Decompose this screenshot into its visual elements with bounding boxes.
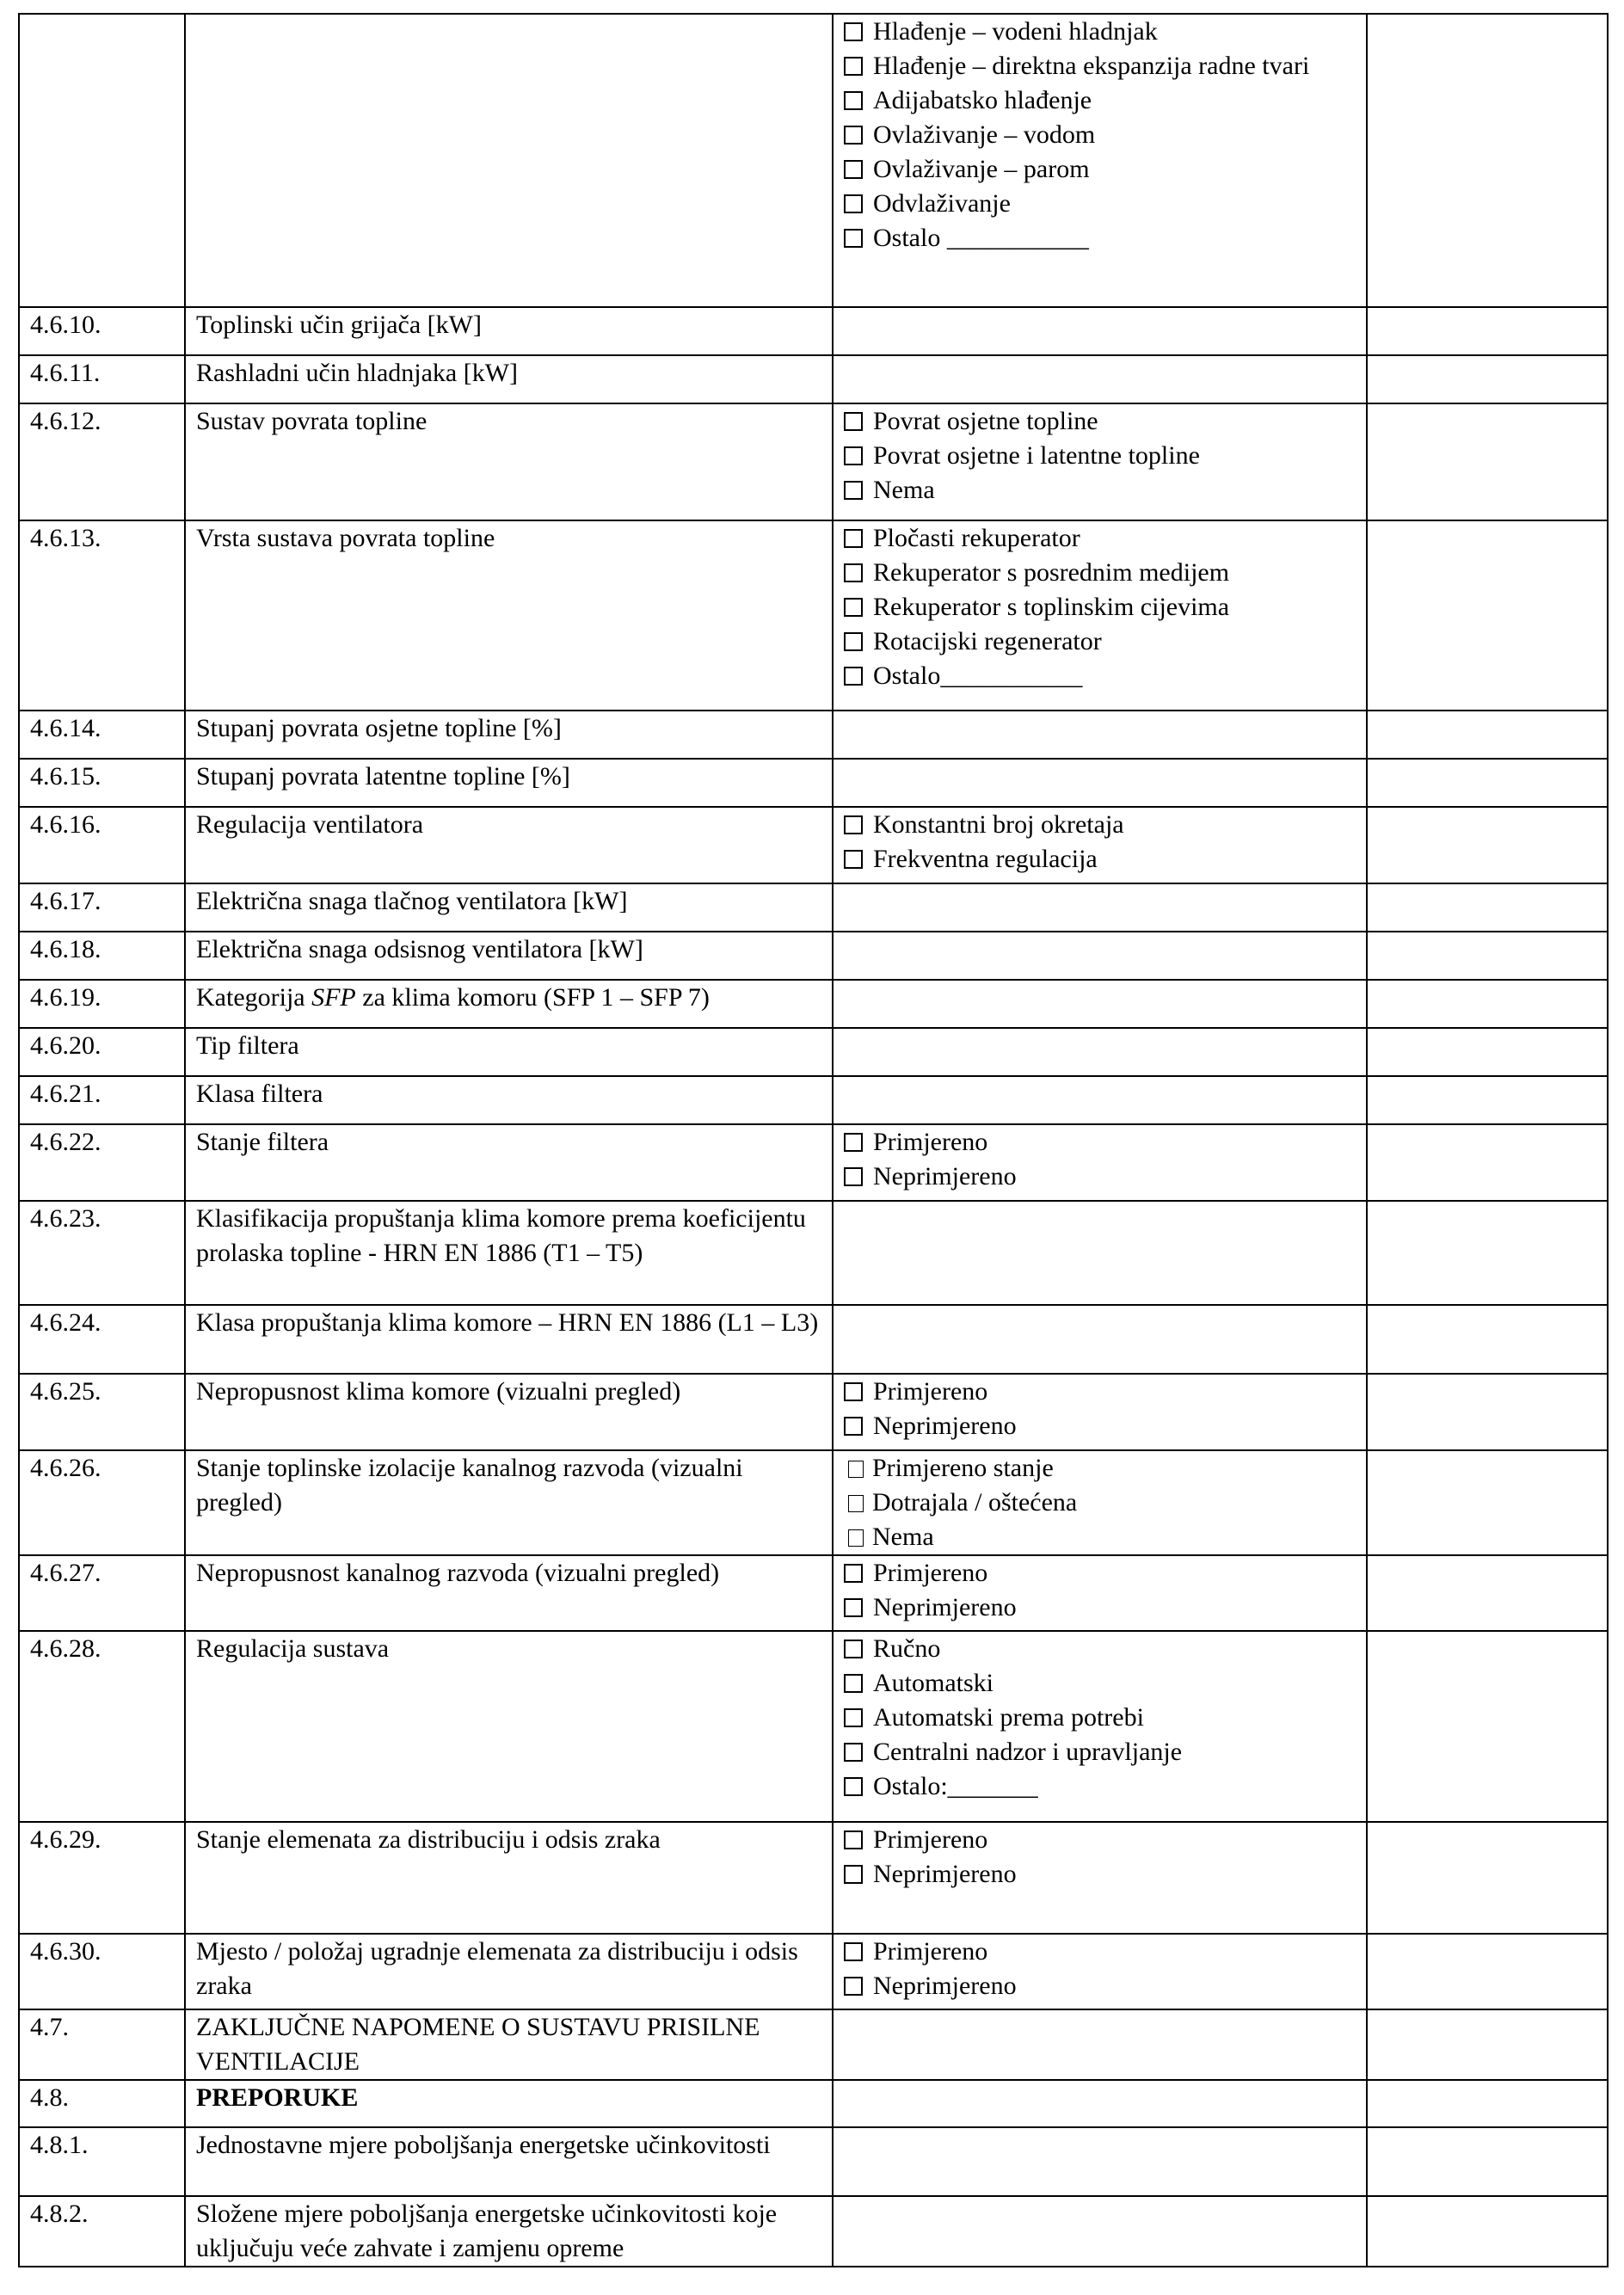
- checkbox-option[interactable]: [844, 1556, 1356, 1591]
- checkbox-label: Odvlaživanje: [873, 189, 1011, 218]
- checkbox-option[interactable]: [844, 187, 1356, 221]
- checkbox-icon[interactable]: [844, 57, 863, 76]
- checkbox-icon[interactable]: [844, 1382, 863, 1401]
- checkbox-label: Ovlaživanje – vodom: [873, 120, 1096, 149]
- checkbox-label: Primjereno: [873, 1559, 988, 1587]
- row-value-cell[interactable]: [833, 2080, 1367, 2127]
- row-label-cell: Jednostavne mjere poboljšanja energetske učinkovitosti: [185, 2127, 833, 2196]
- checkbox-label: Ostalo ___________: [873, 224, 1089, 252]
- checkbox-label: Rekuperator s posrednim medijem: [873, 558, 1230, 587]
- checkbox-icon[interactable]: [844, 160, 863, 179]
- checkbox-label: Neprimjereno: [873, 1972, 1017, 2000]
- row-notes-cell[interactable]: [1367, 1822, 1608, 1934]
- row-notes-cell[interactable]: [1367, 1305, 1608, 1374]
- row-notes-cell[interactable]: [1367, 807, 1608, 883]
- checkbox-icon[interactable]: [844, 1133, 863, 1152]
- checkbox-label: Rekuperator s toplinskim cijevima: [873, 593, 1230, 621]
- table-row: [19, 1374, 1608, 1450]
- checkbox-icon[interactable]: [844, 1640, 863, 1658]
- checkbox-option[interactable]: [844, 221, 1356, 255]
- checkbox-option[interactable]: [848, 1486, 1356, 1520]
- row-label-cell: Nepropusnost klima komore (vizualni pregled): [185, 1374, 833, 1450]
- checkbox-option[interactable]: [844, 1666, 1356, 1701]
- row-value-cell[interactable]: [833, 980, 1367, 1028]
- table-row: [19, 355, 1608, 403]
- table-row: [19, 1450, 1608, 1555]
- row-value-cell[interactable]: [833, 307, 1367, 355]
- checkbox-icon[interactable]: [844, 1708, 863, 1727]
- row-number-cell: 4.6.12.: [19, 403, 185, 520]
- checkbox-option[interactable]: [844, 808, 1356, 842]
- checkbox-option[interactable]: [844, 556, 1356, 590]
- row-label-cell: Regulacija sustava: [185, 1631, 833, 1822]
- row-number-cell: [19, 14, 185, 307]
- checkbox-option[interactable]: [844, 1591, 1356, 1625]
- checkbox-icon[interactable]: [844, 1417, 863, 1436]
- row-value-cell[interactable]: [833, 759, 1367, 807]
- checkbox-label: Neprimjereno: [873, 1412, 1017, 1440]
- checkbox-icon[interactable]: [844, 126, 863, 145]
- row-options-cell: [833, 1631, 1367, 1822]
- checkbox-icon[interactable]: [844, 1167, 863, 1186]
- checkbox-option[interactable]: [844, 590, 1356, 625]
- section-heading: PREPORUKE: [185, 2080, 833, 2127]
- row-notes-cell[interactable]: [1367, 1450, 1608, 1555]
- checkbox-icon[interactable]: [844, 412, 863, 431]
- checkbox-option[interactable]: [844, 439, 1356, 473]
- label-text: za klima komoru (SFP 1 – SFP 7): [355, 983, 710, 1012]
- table-row: [19, 759, 1608, 807]
- row-notes-cell[interactable]: [1367, 1555, 1608, 1631]
- checkbox-icon[interactable]: [844, 1865, 863, 1884]
- row-label-cell: Klasa filtera: [185, 1076, 833, 1124]
- checkbox-label: Nema: [873, 476, 935, 504]
- checkbox-label: Frekventna regulacija: [873, 845, 1098, 873]
- row-number-cell: 4.6.29.: [19, 1822, 185, 1934]
- checkbox-label: Nema: [872, 1523, 934, 1551]
- checkbox-option[interactable]: [844, 1409, 1356, 1443]
- checkbox-label: Neprimjereno: [873, 1860, 1017, 1888]
- row-value-cell[interactable]: [833, 1201, 1367, 1305]
- checkbox-icon[interactable]: [848, 1461, 864, 1478]
- checkbox-option[interactable]: [844, 521, 1356, 556]
- row-number-cell: 4.6.21.: [19, 1076, 185, 1124]
- checkbox-label: Povrat osjetne topline: [873, 407, 1098, 435]
- checkbox-option[interactable]: [844, 473, 1356, 508]
- row-notes-cell[interactable]: [1367, 2127, 1608, 2196]
- checkbox-option[interactable]: [844, 15, 1356, 49]
- table-row: [19, 1076, 1608, 1124]
- checkbox-option[interactable]: [844, 659, 1356, 693]
- checkbox-option[interactable]: [844, 1935, 1356, 1969]
- row-label-cell: [185, 980, 833, 1028]
- row-number-cell: 4.8.1.: [19, 2127, 185, 2196]
- row-label-cell: Rashladni učin hladnjaka [kW]: [185, 355, 833, 403]
- row-options-cell: [833, 1374, 1367, 1450]
- row-value-cell[interactable]: [833, 2127, 1367, 2196]
- row-notes-cell[interactable]: [1367, 759, 1608, 807]
- row-value-cell[interactable]: [833, 2196, 1367, 2267]
- checkbox-option[interactable]: [844, 83, 1356, 118]
- checkbox-icon[interactable]: [844, 632, 863, 651]
- checkbox-label: Ovlaživanje – parom: [873, 155, 1090, 183]
- row-options-cell: [833, 1450, 1367, 1555]
- checkbox-label: Primjereno: [873, 1128, 988, 1156]
- checkbox-label: Neprimjereno: [873, 1593, 1017, 1621]
- row-number-cell: 4.6.10.: [19, 307, 185, 355]
- row-number-cell: 4.6.27.: [19, 1555, 185, 1631]
- checkbox-icon[interactable]: [844, 1777, 863, 1796]
- table-row: [19, 1028, 1608, 1076]
- checkbox-icon[interactable]: [844, 1564, 863, 1583]
- row-notes-cell[interactable]: [1367, 520, 1608, 711]
- label-text: Kategorija: [196, 983, 312, 1012]
- row-notes-cell[interactable]: [1367, 1631, 1608, 1822]
- checkbox-option[interactable]: [844, 1823, 1356, 1857]
- table-row: [19, 2080, 1608, 2127]
- checkbox-label: Primjereno: [873, 1377, 988, 1406]
- table-row: [19, 1822, 1608, 1934]
- checkbox-label: Rotacijski regenerator: [873, 627, 1102, 655]
- checkbox-icon[interactable]: [844, 1942, 863, 1961]
- table-row: [19, 711, 1608, 759]
- checkbox-label: Automatski prema potrebi: [873, 1703, 1144, 1732]
- table-row: [19, 1631, 1608, 1822]
- row-options-cell: [833, 1124, 1367, 1201]
- table-row: [19, 1934, 1608, 2009]
- checkbox-icon[interactable]: [844, 1743, 863, 1762]
- checkbox-icon[interactable]: [848, 1529, 864, 1547]
- row-label-cell: [185, 14, 833, 307]
- row-notes-cell[interactable]: [1367, 307, 1608, 355]
- row-number-cell: 4.6.19.: [19, 980, 185, 1028]
- row-notes-cell[interactable]: [1367, 1201, 1608, 1305]
- checkbox-option[interactable]: [844, 1857, 1356, 1892]
- checkbox-label: Automatski: [873, 1669, 993, 1697]
- row-label-cell: Stupanj povrata osjetne topline [%]: [185, 711, 833, 759]
- row-label-cell: Električna snaga tlačnog ventilatora [kW]: [185, 883, 833, 932]
- checkbox-icon[interactable]: [844, 1598, 863, 1617]
- checkbox-icon[interactable]: [844, 529, 863, 548]
- checkbox-label: Centralni nadzor i upravljanje: [873, 1738, 1183, 1766]
- row-number-cell: 4.6.16.: [19, 807, 185, 883]
- row-value-cell[interactable]: [833, 355, 1367, 403]
- row-value-cell[interactable]: [833, 711, 1367, 759]
- checkbox-option[interactable]: [848, 1451, 1356, 1486]
- checkbox-label: Primjereno: [873, 1937, 988, 1966]
- row-label-cell: Složene mjere poboljšanja energetske učinkovitosti koje uključuju veće zahvate i zamjenu opreme: [185, 2196, 833, 2267]
- row-number-cell: 4.6.22.: [19, 1124, 185, 1201]
- row-number-cell: 4.6.24.: [19, 1305, 185, 1374]
- checkbox-icon[interactable]: [844, 194, 863, 213]
- row-options-cell: [833, 807, 1367, 883]
- section-heading: ZAKLJUČNE NAPOMENE O SUSTAVU PRISILNE VENTILACIJE: [185, 2009, 833, 2080]
- row-value-cell[interactable]: [833, 1076, 1367, 1124]
- checkbox-option[interactable]: [844, 1632, 1356, 1666]
- row-label-cell: Stupanj povrata latentne topline [%]: [185, 759, 833, 807]
- checkbox-option[interactable]: [844, 49, 1356, 83]
- row-value-cell[interactable]: [833, 2009, 1367, 2080]
- row-number-cell: 4.6.11.: [19, 355, 185, 403]
- row-number-cell: 4.6.28.: [19, 1631, 185, 1822]
- checkbox-icon[interactable]: [844, 598, 863, 617]
- row-value-cell[interactable]: [833, 1305, 1367, 1374]
- table-row: [19, 1124, 1608, 1201]
- checkbox-label: Primjereno: [873, 1825, 988, 1854]
- checkbox-icon[interactable]: [844, 1977, 863, 1996]
- checkbox-label: Hlađenje – vodeni hladnjak: [873, 17, 1158, 46]
- checkbox-icon[interactable]: [844, 667, 863, 686]
- checkbox-option[interactable]: [844, 1701, 1356, 1735]
- table-row: [19, 2196, 1608, 2267]
- checkbox-option[interactable]: [844, 152, 1356, 187]
- checkbox-icon[interactable]: [844, 815, 863, 834]
- checkbox-icon[interactable]: [848, 1495, 864, 1512]
- row-notes-cell[interactable]: [1367, 14, 1608, 307]
- row-notes-cell[interactable]: [1367, 883, 1608, 932]
- row-label-cell: Tip filtera: [185, 1028, 833, 1076]
- row-number-cell: 4.6.26.: [19, 1450, 185, 1555]
- row-number-cell: 4.6.30.: [19, 1934, 185, 2009]
- label-text-italic: SFP: [311, 983, 356, 1012]
- checkbox-option[interactable]: [844, 625, 1356, 659]
- checkbox-label: Povrat osjetne i latentne topline: [873, 441, 1200, 470]
- row-options-cell: [833, 1555, 1367, 1631]
- checkbox-label: Pločasti rekuperator: [873, 524, 1080, 552]
- row-options-cell: [833, 403, 1367, 520]
- checkbox-label: Ostalo:_______: [873, 1772, 1038, 1800]
- table-row: [19, 932, 1608, 980]
- checkbox-option[interactable]: [844, 1125, 1356, 1160]
- row-label-cell: Klasifikacija propuštanja klima komore prema koeficijentu prolaska topline - HRN EN 1886 (T1 – T5): [185, 1201, 833, 1305]
- checkbox-option[interactable]: [844, 1375, 1356, 1409]
- checkbox-icon[interactable]: [844, 446, 863, 465]
- row-label-cell: Nepropusnost kanalnog razvoda (vizualni pregled): [185, 1555, 833, 1631]
- checkbox-option[interactable]: [844, 1769, 1356, 1804]
- row-notes-cell[interactable]: [1367, 2080, 1608, 2127]
- checkbox-icon[interactable]: [844, 1830, 863, 1849]
- checkbox-label: Dotrajala / oštećena: [872, 1488, 1078, 1517]
- row-value-cell[interactable]: [833, 932, 1367, 980]
- checkbox-icon[interactable]: [844, 22, 863, 41]
- row-notes-cell[interactable]: [1367, 1028, 1608, 1076]
- row-options-cell: [833, 1934, 1367, 2009]
- row-label-cell: Stanje filtera: [185, 1124, 833, 1201]
- checkbox-label: Hlađenje – direktna ekspanzija radne tvari: [873, 52, 1310, 80]
- checkbox-option[interactable]: [848, 1520, 1356, 1554]
- row-notes-cell[interactable]: [1367, 2196, 1608, 2267]
- row-number-cell: 4.6.15.: [19, 759, 185, 807]
- checkbox-option[interactable]: [844, 118, 1356, 152]
- checkbox-icon[interactable]: [844, 850, 863, 869]
- row-label-cell: Sustav povrata topline: [185, 403, 833, 520]
- row-number-cell: 4.6.13.: [19, 520, 185, 711]
- table-row: [19, 2009, 1608, 2080]
- checkbox-icon[interactable]: [844, 91, 863, 110]
- row-notes-cell[interactable]: [1367, 1076, 1608, 1124]
- checkbox-icon[interactable]: [844, 229, 863, 248]
- table-row: [19, 1555, 1608, 1631]
- row-value-cell[interactable]: [833, 1028, 1367, 1076]
- checkbox-icon[interactable]: [844, 563, 863, 582]
- row-options-cell: [833, 14, 1367, 307]
- table-row: [19, 2127, 1608, 2196]
- checkbox-option[interactable]: [844, 1735, 1356, 1769]
- row-notes-cell[interactable]: [1367, 711, 1608, 759]
- row-notes-cell[interactable]: [1367, 980, 1608, 1028]
- row-notes-cell[interactable]: [1367, 1124, 1608, 1201]
- table-row: [19, 980, 1608, 1028]
- checkbox-label: Primjereno stanje: [872, 1454, 1054, 1482]
- row-options-cell: [833, 520, 1367, 711]
- table-row: [19, 307, 1608, 355]
- row-notes-cell[interactable]: [1367, 355, 1608, 403]
- table-row: [19, 1201, 1608, 1305]
- row-value-cell[interactable]: [833, 883, 1367, 932]
- row-notes-cell[interactable]: [1367, 932, 1608, 980]
- checkbox-label: Adijabatsko hlađenje: [873, 86, 1092, 114]
- checkbox-option[interactable]: [844, 1969, 1356, 2003]
- row-label-cell: Mjesto / položaj ugradnje elemenata za distribuciju i odsis zraka: [185, 1934, 833, 2009]
- row-options-cell: [833, 1822, 1367, 1934]
- checkbox-option[interactable]: [844, 1160, 1356, 1194]
- row-label-cell: Vrsta sustava povrata topline: [185, 520, 833, 711]
- checklist-table: [18, 13, 1609, 2267]
- row-number-cell: 4.6.20.: [19, 1028, 185, 1076]
- table-row: [19, 403, 1608, 520]
- row-number-cell: 4.6.14.: [19, 711, 185, 759]
- checkbox-option[interactable]: [844, 404, 1356, 439]
- checkbox-icon[interactable]: [844, 481, 863, 500]
- row-notes-cell[interactable]: [1367, 1374, 1608, 1450]
- row-number-cell: 4.6.18.: [19, 932, 185, 980]
- table-row: [19, 14, 1608, 307]
- row-label-cell: Stanje toplinske izolacije kanalnog razvoda (vizualni pregled): [185, 1450, 833, 1555]
- row-label-cell: Klasa propuštanja klima komore – HRN EN 1886 (L1 – L3): [185, 1305, 833, 1374]
- row-number-cell: 4.8.: [19, 2080, 185, 2127]
- row-notes-cell[interactable]: [1367, 403, 1608, 520]
- checkbox-option[interactable]: [844, 842, 1356, 877]
- table-row: [19, 883, 1608, 932]
- table-row: [19, 1305, 1608, 1374]
- checkbox-label: Ostalo___________: [873, 661, 1083, 690]
- row-number-cell: 4.6.25.: [19, 1374, 185, 1450]
- row-number-cell: 4.6.17.: [19, 883, 185, 932]
- checkbox-label: Konstantni broj okretaja: [873, 810, 1124, 839]
- row-label-cell: Toplinski učin grijača [kW]: [185, 307, 833, 355]
- table-row: [19, 807, 1608, 883]
- table-row: [19, 520, 1608, 711]
- row-number-cell: 4.8.2.: [19, 2196, 185, 2267]
- row-label-cell: Električna snaga odsisnog ventilatora [kW]: [185, 932, 833, 980]
- checkbox-label: Neprimjereno: [873, 1162, 1017, 1191]
- row-label-cell: Regulacija ventilatora: [185, 807, 833, 883]
- row-notes-cell[interactable]: [1367, 1934, 1608, 2009]
- checkbox-icon[interactable]: [844, 1674, 863, 1693]
- checkbox-label: Ručno: [873, 1634, 941, 1663]
- row-number-cell: 4.6.23.: [19, 1201, 185, 1305]
- row-number-cell: 4.7.: [19, 2009, 185, 2080]
- row-notes-cell[interactable]: [1367, 2009, 1608, 2080]
- row-label-cell: Stanje elemenata za distribuciju i odsis zraka: [185, 1822, 833, 1934]
